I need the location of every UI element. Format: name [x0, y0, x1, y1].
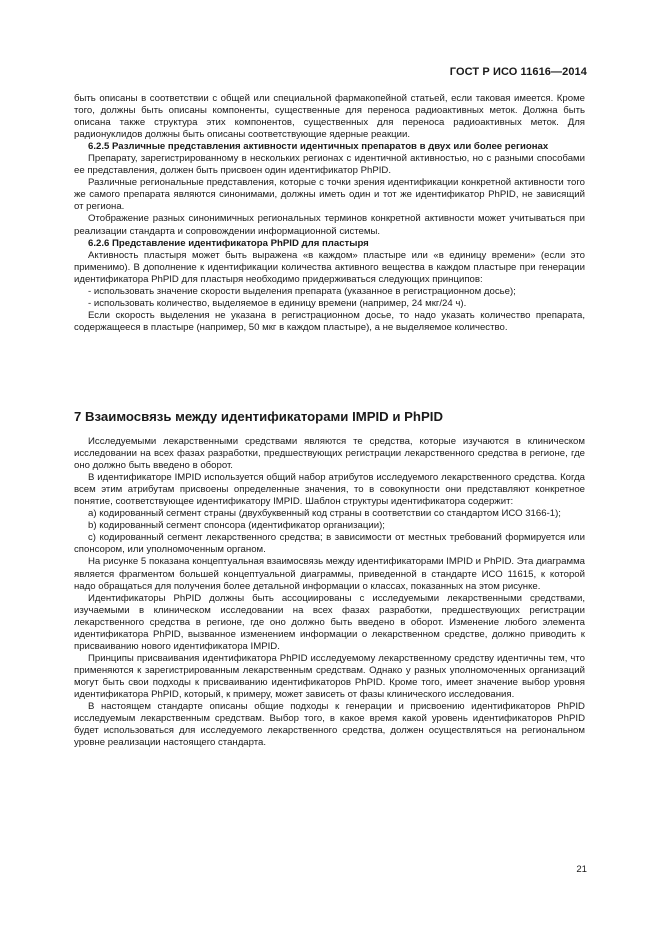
document-code: ГОСТ Р ИСО 11616—2014	[449, 66, 587, 78]
list-item: - использовать количество, выделяемое в единицу времени (например, 24 мкг/24 ч).	[88, 297, 467, 309]
list-item: c) кодированный сегмент лекарственного средства; в зависимости от местных требований формируется или спонсором, или уполномоченным органом.	[74, 532, 585, 556]
list-item: b) кодированный сегмент спонсора (идентификатор организации);	[88, 520, 385, 532]
paragraph: Препарату, зарегистрированному в нескольких регионах с идентичной активностью, но с разными способами ее представления, должен быть присвоен один идентификатор PhPID.	[74, 153, 585, 177]
section-heading-7: 7 Взаимосвязь между идентификаторами IMPID и PhPID	[74, 409, 443, 424]
list-item: а) кодированный сегмент страны (двухбуквенный код страны в соответствии со стандартом ИСО 3166-1);	[88, 508, 561, 520]
body-text-upper	[74, 93, 585, 334]
subsection-heading-6-2-6: 6.2.6 Представление идентификатора PhPID для пластыря	[88, 237, 369, 249]
paragraph: Принципы присваивания идентификатора PhPID исследуемому лекарственному средству идентичны тем, что применяются к зарегистрированным лекарственным средствам. Однако у разных уполномоченных организаций могут быть свои подходы к присваиванию идентификаторов PhPID. Кроме того, имеет значение выбор уровня идентификатора PhPID, который, к примеру, может зависеть от фазы клинического исследования.	[74, 652, 585, 700]
paragraph: Различные региональные представления, которые с точки зрения идентификации конкретной активности того же самого препарата являются синонимами, должны иметь один и тот же идентификатор PhPID, не зависящий от региона.	[74, 177, 585, 213]
paragraph: Если скорость выделения не указана в регистрационном досье, то надо указать количество препарата, содержащееся в пластыре (например, 50 мкг в каждом пластыре), а не выделяемое количество.	[74, 309, 585, 333]
paragraph: В настоящем стандарте описаны общие подходы к генерации и присвоению идентификаторов PhPID исследуемым лекарственным средствам. Выбор того, в какое время какой уровень идентификаторов PhPID будет использоваться для исследуемого лекарственного средства, должен осуществляться на региональном уровне реализации настоящего стандарта.	[74, 701, 585, 749]
subsection-heading-6-2-5: 6.2.5 Различные представления активности идентичных препаратов в двух или более регионах	[88, 141, 549, 153]
paragraph: Отображение разных синонимичных региональных терминов конкретной активности может учитываться при реализации стандарта и сопровождении информационной системы.	[74, 213, 585, 237]
paragraph: В идентификаторе IMPID используется общий набор атрибутов исследуемого лекарственного средства. Когда всем этим атрибутам присвоены определенные значения, то в совокупности они представляют конкретное понятие, соответствующее идентификатору IMPID. Шаблон структуры идентификатора содержит:	[74, 472, 585, 508]
body-text-lower	[74, 436, 585, 749]
paragraph: быть описаны в соответствии с общей или специальной фармакопейной статьей, если таковая имеется. Кроме того, должны быть описаны компоненты, существенные для переноса радиоактивных меток. Должна быть описана также структура этих компонентов, существенных для переноса радиоактивных меток. Для радионуклидов должны быть описаны соответствующие ядерные реакции.	[74, 93, 585, 141]
paragraph: Идентификаторы PhPID должны быть ассоциированы с исследуемыми лекарственными средствами, изучаемыми в клиническом исследовании на всех фазах разработки, предшествующих регистрации лекарственного средства в регионе, где оно должно быть введено в оборот. Изменение любого элемента идентификатора PhPID, вызванное изменением информации о лекарственном средстве, должно приводить к присваиванию нового идентификатора IMPID.	[74, 592, 585, 652]
paragraph: На рисунке 5 показана концептуальная взаимосвязь между идентификаторами IMPID и PhPID. Эта диаграмма является фрагментом большей концептуальной диаграммы, приведенной в стандарте ИСО 11615, к которой надо обращаться для получения более детальной информации о классах, показанных на этом рисунке.	[74, 556, 585, 592]
list-item: - использовать значение скорости выделения препарата (указанное в регистрационном досье);	[88, 285, 516, 297]
paragraph: Активность пластыря может быть выражена «в каждом» пластыре или «в единицу времени» (если это применимо). В дополнение к идентификации количества активного вещества в каждом пластыре при генерации идентификатора PhPID для пластыря необходимо придерживаться следующих принципов:	[74, 249, 585, 285]
paragraph: Исследуемыми лекарственными средствами являются те средства, которые изучаются в клиническом исследовании на всех фазах разработки, предшествующих регистрации лекарственного средства в регионе, где оно должно быть введено в оборот.	[74, 436, 585, 472]
page-number: 21	[576, 864, 587, 875]
